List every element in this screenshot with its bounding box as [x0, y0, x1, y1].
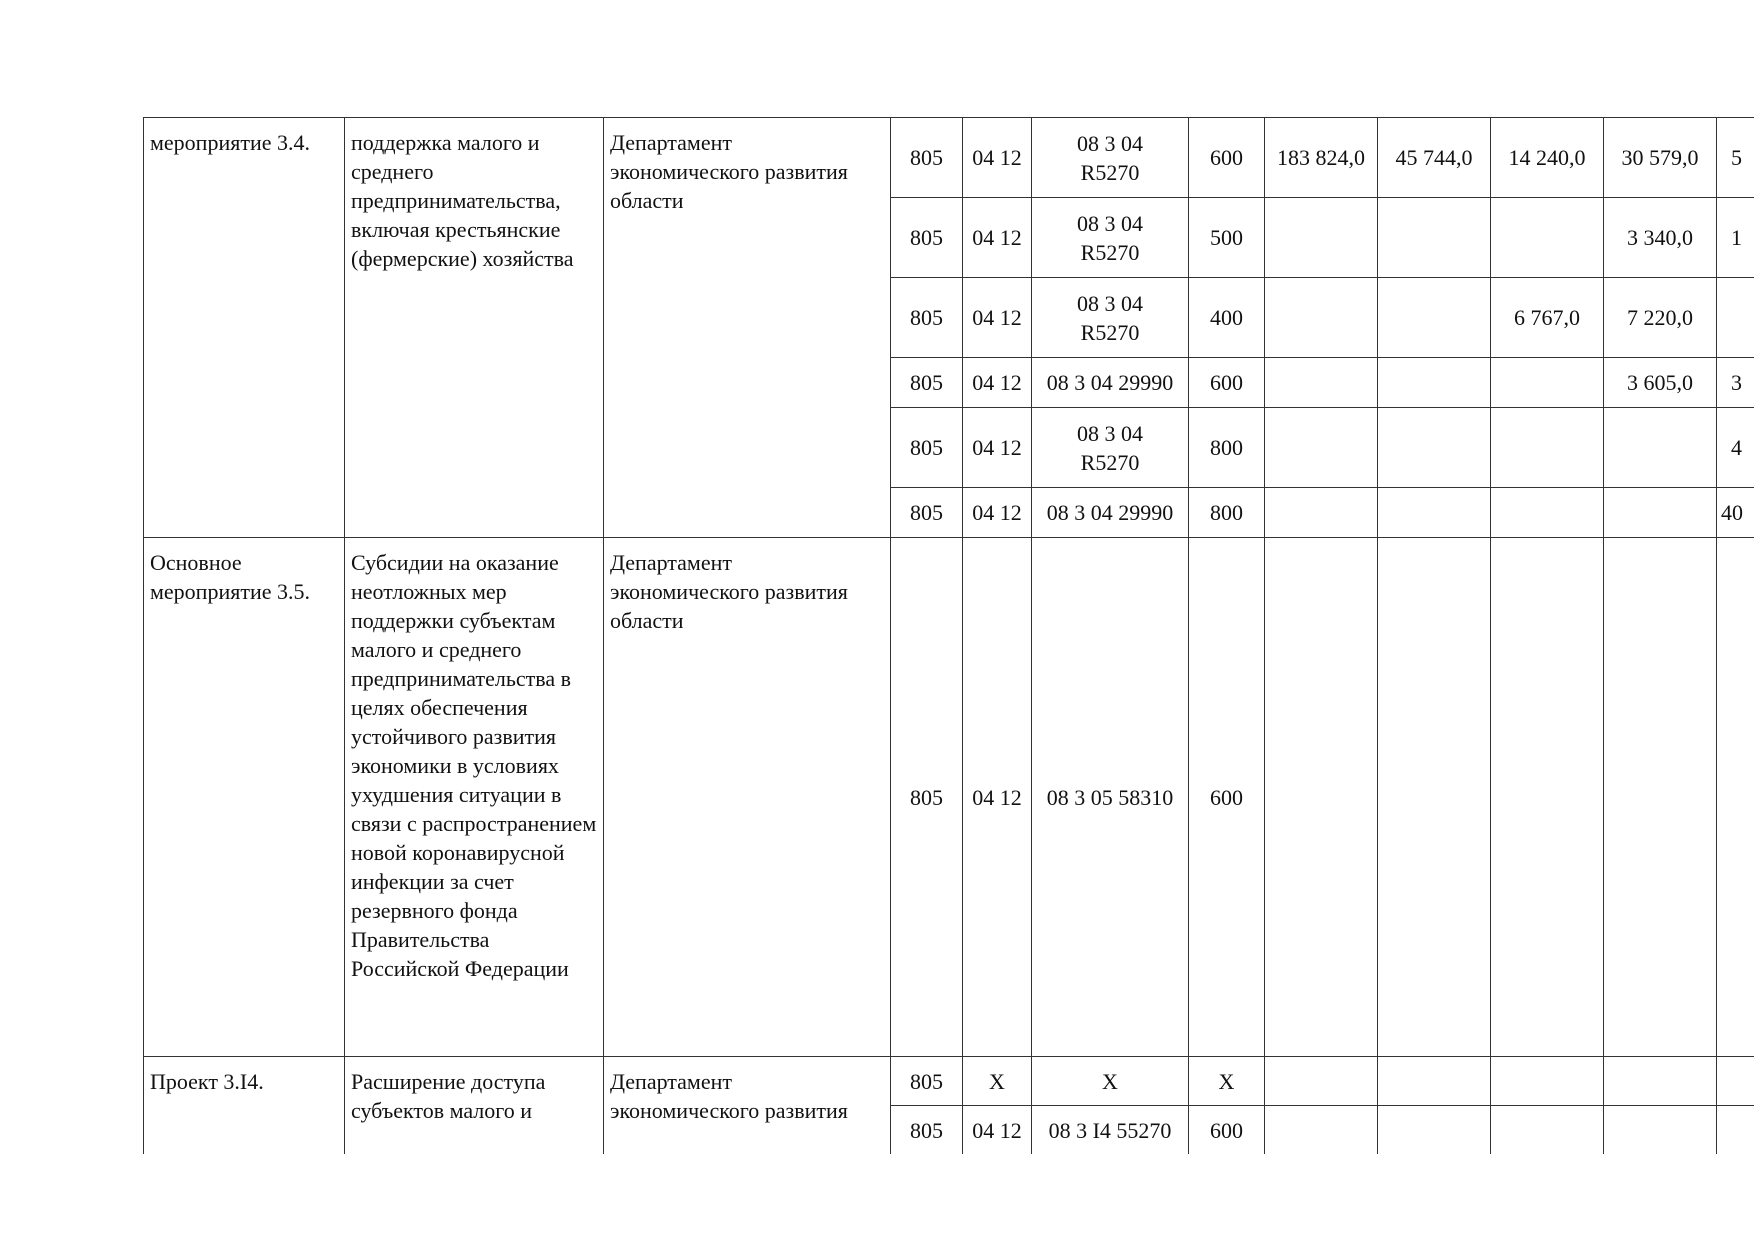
value-cell-2 [1378, 198, 1491, 278]
value-cell-5 [1717, 278, 1754, 358]
value-cell-1 [1265, 408, 1378, 488]
value-cell-4: 3 340,0 [1604, 198, 1717, 278]
value-cell-5: 1 [1717, 198, 1754, 278]
rzpr-cell: X [963, 1057, 1032, 1106]
csr-cell [1032, 118, 1189, 198]
vr-cell: 600 [1189, 1106, 1265, 1155]
csr-cell [1032, 278, 1189, 358]
value-cell-3: 14 240,0 [1491, 118, 1604, 198]
value-cell-3 [1491, 358, 1604, 408]
csr-cell [1032, 408, 1189, 488]
grbs-cell: 805 [891, 198, 963, 278]
value-cell-3 [1491, 408, 1604, 488]
measure-description: Расширение доступа субъектов малого и [345, 1057, 604, 1155]
value-cell-2 [1378, 278, 1491, 358]
table-row [144, 118, 1754, 198]
vr-cell: 600 [1189, 538, 1265, 1057]
value-cell-4: 3 605,0 [1604, 358, 1717, 408]
rzpr-cell: 04 12 [963, 198, 1032, 278]
csr-part-a: 08 3 04 [1077, 130, 1143, 156]
rzpr-cell: 04 12 [963, 358, 1032, 408]
measure-description: Субсидии на оказание неотложных мер поддержки субъектам малого и среднего предпринимательства в целях обеспечения устойчивого развития экономики в условиях ухудшения ситуации в связи с распространением новой коронавирусной инфекции за счет резервного фонда Правительства Российской Федерации [345, 538, 604, 1057]
value-cell-5: 5 [1717, 118, 1754, 198]
vr-cell: 600 [1189, 118, 1265, 198]
rzpr-cell: 04 12 [963, 1106, 1032, 1155]
value-cell-5 [1717, 1106, 1754, 1155]
grbs-cell: 805 [891, 278, 963, 358]
csr-cell: 08 3 04 29990 [1032, 488, 1189, 538]
value-cell-4 [1604, 488, 1717, 538]
value-cell-3: 6 767,0 [1491, 278, 1604, 358]
value-cell-5: 3 [1717, 358, 1754, 408]
budget-table [143, 117, 1754, 1154]
measure-executor: Департамент экономического развития области [604, 538, 891, 1057]
value-cell-3 [1491, 488, 1604, 538]
value-cell-3 [1491, 538, 1604, 1057]
csr-cell [1032, 198, 1189, 278]
rzpr-cell: 04 12 [963, 118, 1032, 198]
value-cell-5 [1717, 538, 1754, 1057]
value-cell-1 [1265, 1057, 1378, 1106]
vr-cell: 400 [1189, 278, 1265, 358]
value-cell-3 [1491, 198, 1604, 278]
grbs-cell: 805 [891, 118, 963, 198]
vr-cell: X [1189, 1057, 1265, 1106]
csr-cell: X [1032, 1057, 1189, 1106]
value-cell-1 [1265, 488, 1378, 538]
value-cell-4 [1604, 1106, 1717, 1155]
csr-part-a: 08 3 04 [1077, 420, 1143, 446]
rzpr-cell: 04 12 [963, 538, 1032, 1057]
rzpr-cell: 04 12 [963, 488, 1032, 538]
value-cell-4: 30 579,0 [1604, 118, 1717, 198]
rzpr-cell: 04 12 [963, 278, 1032, 358]
measure-label: Проект 3.I4. [144, 1057, 345, 1155]
table-row [144, 1057, 1754, 1106]
vr-cell: 500 [1189, 198, 1265, 278]
value-cell-1 [1265, 1106, 1378, 1155]
csr-cell: 08 3 I4 55270 [1032, 1106, 1189, 1155]
grbs-cell: 805 [891, 1057, 963, 1106]
value-cell-1: 183 824,0 [1265, 118, 1378, 198]
value-cell-3 [1491, 1106, 1604, 1155]
value-cell-5: 4 [1717, 408, 1754, 488]
measure-description: поддержка малого и среднего предпринимательства, включая крестьянские (фермерские) хозяйства [345, 118, 604, 538]
rzpr-cell: 04 12 [963, 408, 1032, 488]
value-cell-4 [1604, 408, 1717, 488]
vr-cell: 600 [1189, 358, 1265, 408]
grbs-cell: 805 [891, 358, 963, 408]
value-cell-3 [1491, 1057, 1604, 1106]
value-cell-2: 45 744,0 [1378, 118, 1491, 198]
value-cell-2 [1378, 488, 1491, 538]
measure-executor: Департамент экономического развития области [604, 118, 891, 538]
value-cell-2 [1378, 408, 1491, 488]
measure-label: Основное мероприятие 3.5. [144, 538, 345, 1057]
value-cell-2 [1378, 538, 1491, 1057]
vr-cell: 800 [1189, 488, 1265, 538]
vr-cell: 800 [1189, 408, 1265, 488]
value-cell-1 [1265, 198, 1378, 278]
value-cell-4 [1604, 538, 1717, 1057]
csr-part-b: R5270 [1080, 449, 1140, 475]
budget-table-viewport [143, 117, 1754, 1154]
csr-part-a: 08 3 04 [1077, 210, 1143, 236]
value-cell-4: 7 220,0 [1604, 278, 1717, 358]
grbs-cell: 805 [891, 538, 963, 1057]
value-cell-1 [1265, 278, 1378, 358]
grbs-cell: 805 [891, 408, 963, 488]
csr-part-b: R5270 [1080, 239, 1140, 265]
grbs-cell: 805 [891, 488, 963, 538]
measure-executor: Департамент экономического развития [604, 1057, 891, 1155]
csr-cell: 08 3 05 58310 [1032, 538, 1189, 1057]
value-cell-2 [1378, 1057, 1491, 1106]
value-cell-1 [1265, 538, 1378, 1057]
value-cell-5: 40 [1717, 488, 1754, 538]
csr-part-b: R5270 [1080, 319, 1140, 345]
value-cell-2 [1378, 1106, 1491, 1155]
value-cell-2 [1378, 358, 1491, 408]
value-cell-4 [1604, 1057, 1717, 1106]
value-cell-1 [1265, 358, 1378, 408]
csr-part-a: 08 3 04 [1077, 290, 1143, 316]
csr-part-b: R5270 [1080, 159, 1140, 185]
value-cell-5 [1717, 1057, 1754, 1106]
grbs-cell: 805 [891, 1106, 963, 1155]
measure-label: мероприятие 3.4. [144, 118, 345, 538]
table-row [144, 538, 1754, 1057]
csr-cell: 08 3 04 29990 [1032, 358, 1189, 408]
